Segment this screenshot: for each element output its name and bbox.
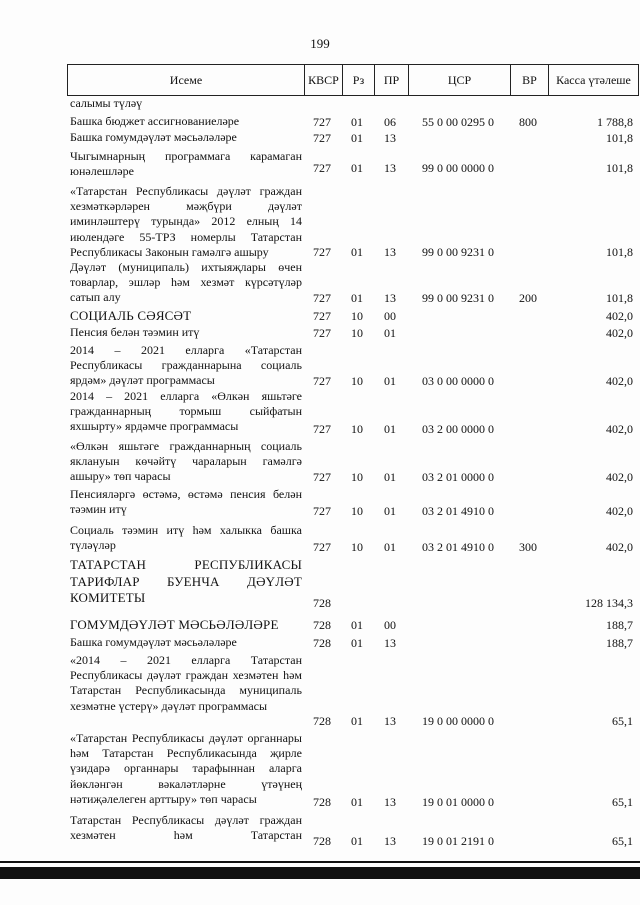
row-kvsr: 728	[313, 618, 331, 632]
row-sum: 101,8	[606, 291, 633, 305]
row-kvsr: 728	[313, 714, 331, 728]
table-row	[67, 182, 639, 260]
scan-edge-line	[0, 861, 640, 863]
table-header	[67, 64, 639, 96]
table-row	[67, 519, 639, 555]
row-name: СОЦИАЛЬ СӘЯСӘТ	[70, 308, 192, 323]
header-kvsr: КВСР	[304, 65, 342, 95]
row-rz: 01	[351, 115, 363, 129]
row-csr: 03 2 01 0000 0	[422, 470, 494, 484]
row-sum: 65,1	[612, 834, 633, 848]
row-sum: 188,7	[606, 618, 633, 632]
row-csr: 19 0 01 2191 0	[422, 834, 494, 848]
table-row	[67, 306, 639, 324]
row-sum: 65,1	[612, 714, 633, 728]
row-rz: 10	[351, 326, 363, 340]
row-sum: 402,0	[606, 374, 633, 388]
table-row	[67, 341, 639, 389]
row-csr: 99 0 00 9231 0	[422, 291, 494, 305]
table-row	[67, 112, 639, 130]
row-kvsr: 728	[313, 636, 331, 650]
page-number: 199	[310, 36, 330, 51]
row-name: «Өлкән яшьтәге гражданнарның социаль яклануын көчәйтү чараларын гамәлгә ашыру» төп чарасы	[70, 439, 302, 484]
row-rz: 01	[351, 834, 363, 848]
table-row	[67, 260, 639, 306]
row-pr: 13	[384, 636, 396, 650]
scan-edge-bar	[0, 867, 640, 879]
table-row	[67, 729, 639, 810]
row-sum: 128 134,3	[585, 596, 633, 610]
row-rz: 10	[351, 374, 363, 388]
row-name: Дәүләт (муниципаль) ихтыяҗлары өчен товарлар, эшләр һәм хезмәт күрсәтүләр сатып алу	[70, 260, 302, 305]
table-row	[67, 485, 639, 519]
row-sum: 402,0	[606, 470, 633, 484]
table-row	[67, 651, 639, 729]
row-rz: 10	[351, 422, 363, 436]
row-name: Социаль тәэмин итү һәм халыкка башка түләүләр	[70, 523, 302, 553]
row-vr: 800	[519, 115, 537, 129]
row-name: Пенсияләргә өстәмә, өстәмә пенсия белән тәэмин итү	[70, 487, 302, 517]
row-rz: 01	[351, 714, 363, 728]
row-pr: 01	[384, 504, 396, 518]
row-kvsr: 727	[313, 326, 331, 340]
row-pr: 00	[384, 618, 396, 632]
row-sum: 101,8	[606, 245, 633, 259]
row-kvsr: 728	[313, 596, 331, 610]
row-pr: 01	[384, 470, 396, 484]
row-pr: 13	[384, 161, 396, 175]
row-kvsr: 727	[313, 161, 331, 175]
row-csr: 03 2 00 0000 0	[422, 422, 494, 436]
row-name: «Татарстан Республикасы дәүләт органнары һәм Татарстан Республикасында җирле үзидарә органнары тарафыннан аларга йөкләнгән вәкаләтләрне үтәүнең нәтиҗәлелеген арттыру» төп чарасы	[70, 731, 302, 806]
row-name: «2014 – 2021 елларга Татарстан Республикасы дәүләт граждан хезмәтен һәм Татарстан Республикасында муниципаль хезмәтне үстерү» дәүләт программасы	[70, 653, 302, 713]
row-name: ТАТАРСТАН РЕСПУБЛИКАСЫ ТАРИФЛАР БУЕНЧА ДӘҮЛӘТ КОМИТЕТЫ	[70, 557, 302, 605]
table-row	[67, 813, 639, 849]
header-rz: Рз	[342, 65, 374, 95]
table-row	[67, 437, 639, 485]
header-pr: ПР	[374, 65, 408, 95]
row-sum: 65,1	[612, 795, 633, 809]
table-row	[67, 555, 639, 615]
row-kvsr: 727	[313, 504, 331, 518]
row-rz: 01	[351, 636, 363, 650]
row-kvsr: 727	[313, 115, 331, 129]
row-csr: 99 0 00 0000 0	[422, 161, 494, 175]
row-pr: 13	[384, 834, 396, 848]
table-row	[67, 324, 639, 341]
row-name: Татарстан Республикасы дәүләт граждан хезмәтен һәм Татарстан	[70, 813, 302, 843]
header-sum: Касса үтәлеше	[548, 65, 638, 95]
table-row	[67, 389, 639, 437]
row-kvsr: 727	[313, 374, 331, 388]
row-kvsr: 728	[313, 834, 331, 848]
row-name: Пенсия белән тәэмин итү	[70, 325, 200, 339]
row-pr: 13	[384, 131, 396, 145]
row-kvsr: 727	[313, 309, 331, 323]
row-name: Чыгымнарның программага карамаган юнәлешләре	[70, 149, 302, 179]
row-name: «Татарстан Республикасы дәүләт граждан хезмәткәрләрен мәҗбүри дәүләт иминләштерү турында» 2012 елның 14 июлендәге 55-ТРЗ номерлы Татарстан Республикасы Законын гамәлгә ашыру	[70, 184, 302, 259]
row-vr: 300	[519, 540, 537, 554]
row-kvsr: 727	[313, 470, 331, 484]
table-row	[67, 130, 639, 146]
row-sum: 1 788,8	[597, 115, 633, 129]
row-name: 2014 – 2021 елларга «Өлкән яшьтәге гражданнарның тормыш сыйфатын яхшырту» ярдәмче программасы	[70, 389, 302, 434]
row-csr: 19 0 00 0000 0	[422, 714, 494, 728]
row-rz: 10	[351, 540, 363, 554]
row-csr: 03 2 01 4910 0	[422, 540, 494, 554]
row-sum: 101,8	[606, 131, 633, 145]
row-pr: 06	[384, 115, 396, 129]
row-csr: 19 0 01 0000 0	[422, 795, 494, 809]
row-name: ГОМУМДӘҮЛӘТ МӘСЬӘЛӘЛӘРЕ	[70, 617, 279, 632]
row-pr: 01	[384, 540, 396, 554]
row-rz: 01	[351, 245, 363, 259]
header-name: Исеме	[169, 73, 203, 87]
row-rz: 01	[351, 131, 363, 145]
row-csr: 03 0 00 0000 0	[422, 374, 494, 388]
row-pr: 13	[384, 795, 396, 809]
row-rz: 10	[351, 309, 363, 323]
row-pr: 01	[384, 374, 396, 388]
row-name: Башка гомумдәүләт мәсьәләләре	[70, 635, 237, 649]
row-kvsr: 727	[313, 540, 331, 554]
row-rz: 01	[351, 795, 363, 809]
row-sum: 188,7	[606, 636, 633, 650]
row-sum: 402,0	[606, 422, 633, 436]
row-sum: 402,0	[606, 504, 633, 518]
table-row	[67, 633, 639, 651]
row-csr: 03 2 01 4910 0	[422, 504, 494, 518]
row-rz: 01	[351, 618, 363, 632]
header-csr: ЦСР	[408, 65, 510, 95]
row-name: 2014 – 2021 елларга «Татарстан Республикасы гражданнарына социаль ярдәм» дәүләт программасы	[70, 343, 302, 388]
header-vr: ВР	[510, 65, 548, 95]
row-csr: 99 0 00 9231 0	[422, 245, 494, 259]
row-rz: 10	[351, 504, 363, 518]
row-pr: 13	[384, 291, 396, 305]
row-kvsr: 727	[313, 291, 331, 305]
row-pr: 13	[384, 245, 396, 259]
row-sum: 402,0	[606, 326, 633, 340]
budget-table	[67, 64, 639, 848]
table-row	[67, 96, 639, 112]
row-pr: 13	[384, 714, 396, 728]
row-rz: 10	[351, 470, 363, 484]
row-rz: 01	[351, 161, 363, 175]
row-pr: 01	[384, 326, 396, 340]
table-row	[67, 615, 639, 633]
row-name: салымы түләү	[70, 96, 143, 110]
table-row	[67, 146, 639, 182]
row-kvsr: 727	[313, 131, 331, 145]
row-sum: 402,0	[606, 309, 633, 323]
row-kvsr: 728	[313, 795, 331, 809]
row-vr: 200	[519, 291, 537, 305]
row-kvsr: 727	[313, 422, 331, 436]
row-sum: 402,0	[606, 540, 633, 554]
row-name: Башка бюджет ассигнованиеләре	[70, 114, 240, 128]
row-pr: 00	[384, 309, 396, 323]
row-rz: 01	[351, 291, 363, 305]
row-pr: 01	[384, 422, 396, 436]
row-csr: 55 0 00 0295 0	[422, 115, 494, 129]
row-kvsr: 727	[313, 245, 331, 259]
row-sum: 101,8	[606, 161, 633, 175]
row-name: Башка гомумдәүләт мәсьәләләре	[70, 130, 237, 144]
